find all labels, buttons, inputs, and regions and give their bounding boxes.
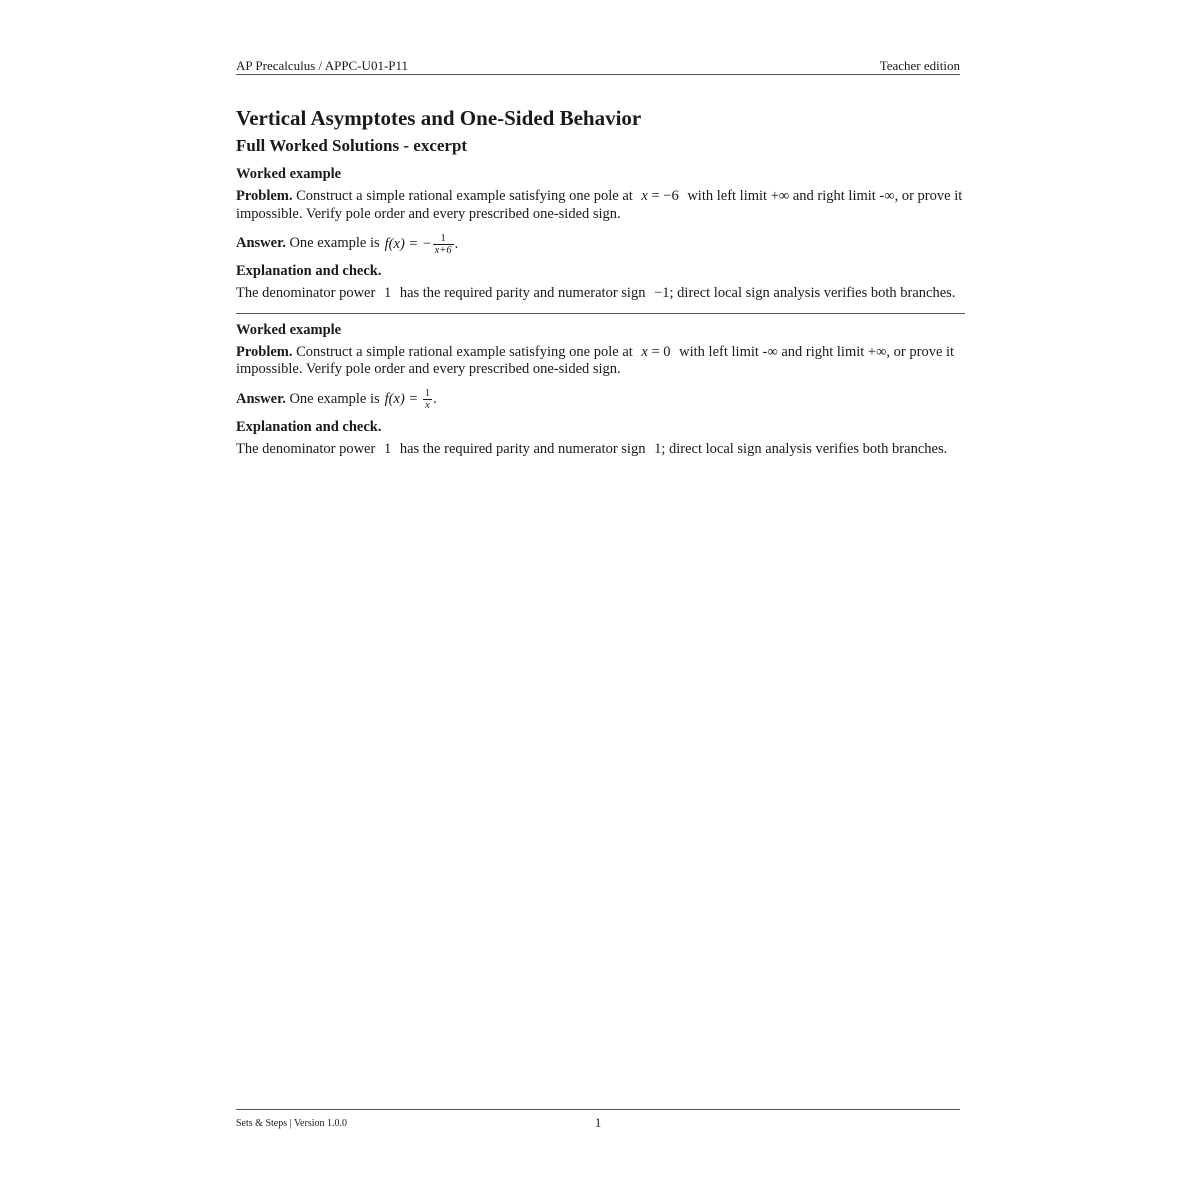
problem-text-rest: and right limit +∞, or prove it impossible. Verify pole order and every prescribed one-sided sign. xyxy=(236,343,955,377)
document-body xyxy=(236,104,966,458)
explanation-heading: Explanation and check. xyxy=(236,418,382,435)
problem-statement xyxy=(236,344,966,379)
explanation-part: The denominator power xyxy=(236,285,376,301)
page-subtitle: Full Worked Solutions - excerpt xyxy=(236,136,468,155)
left-limit-text: with left limit +∞ xyxy=(687,188,790,204)
denominator-power: 1 xyxy=(383,285,392,301)
answer-label: Answer. xyxy=(236,390,286,407)
answer-line xyxy=(236,389,966,411)
numerator-sign: 1 xyxy=(654,440,662,457)
explanation-part: ; direct local sign analysis verifies both branches. xyxy=(669,285,956,301)
left-limit-text: with left limit -∞ xyxy=(679,343,778,360)
problem-text: Construct a simple rational example satisfying one pole at xyxy=(296,188,633,204)
problem-statement xyxy=(236,188,966,223)
explanation-text xyxy=(236,441,966,459)
section-divider xyxy=(236,313,965,314)
explanation-part: The denominator power xyxy=(236,440,376,457)
explanation-text xyxy=(236,285,966,303)
page-footer xyxy=(236,1109,960,1137)
page-number: 1 xyxy=(595,1116,602,1130)
explanation-part: has the required parity and numerator sign xyxy=(399,285,646,301)
example-heading: Worked example xyxy=(236,166,342,182)
course-breadcrumb: AP Precalculus / APPC-U01-P11 xyxy=(236,58,409,73)
explanation-heading: Explanation and check. xyxy=(236,263,382,279)
problem-text: Construct a simple rational example satisfying one pole at xyxy=(296,343,633,360)
explanation-part: has the required parity and numerator sign xyxy=(399,440,646,457)
answer-formula xyxy=(385,233,459,256)
pole-variable: x xyxy=(641,188,648,204)
function-expression: f(x) = xyxy=(384,390,419,407)
answer-formula xyxy=(385,388,437,411)
fraction xyxy=(423,388,432,411)
example-heading: Worked example xyxy=(236,321,342,338)
denominator: x xyxy=(425,400,430,411)
answer-text: One example is xyxy=(289,390,380,407)
answer-line xyxy=(236,233,966,255)
numerator: 1 xyxy=(440,232,446,244)
page-header xyxy=(236,58,960,75)
problem-text-rest: and right limit -∞, or prove it impossible. Verify pole order and every prescribed one-sided sign. xyxy=(236,188,963,222)
pole-location xyxy=(641,344,670,360)
pole-location xyxy=(641,188,678,204)
denominator-power: 1 xyxy=(383,440,392,457)
numerator-sign: −1 xyxy=(654,285,670,301)
worked-example xyxy=(236,320,966,459)
worked-example xyxy=(236,164,966,303)
page-title: Vertical Asymptotes and One-Sided Behavior xyxy=(236,106,642,130)
answer-label: Answer. xyxy=(236,235,286,252)
function-expression: f(x) = − xyxy=(384,235,432,252)
edition-label: Teacher edition xyxy=(879,58,960,73)
answer-text: One example is xyxy=(289,235,380,252)
problem-label: Problem. xyxy=(236,343,293,360)
period: . xyxy=(454,235,459,252)
footer-version: Sets & Steps | Version 1.0.0 xyxy=(236,1118,347,1129)
period: . xyxy=(433,390,437,407)
pole-value: = 0 xyxy=(651,343,671,360)
fraction xyxy=(433,233,454,256)
numerator: 1 xyxy=(424,388,431,399)
denominator: x+6 xyxy=(434,244,452,256)
explanation-part: ; direct local sign analysis verifies both branches. xyxy=(661,440,948,457)
problem-label: Problem. xyxy=(236,188,293,204)
pole-variable: x xyxy=(641,343,648,360)
pole-value: = −6 xyxy=(651,188,679,204)
